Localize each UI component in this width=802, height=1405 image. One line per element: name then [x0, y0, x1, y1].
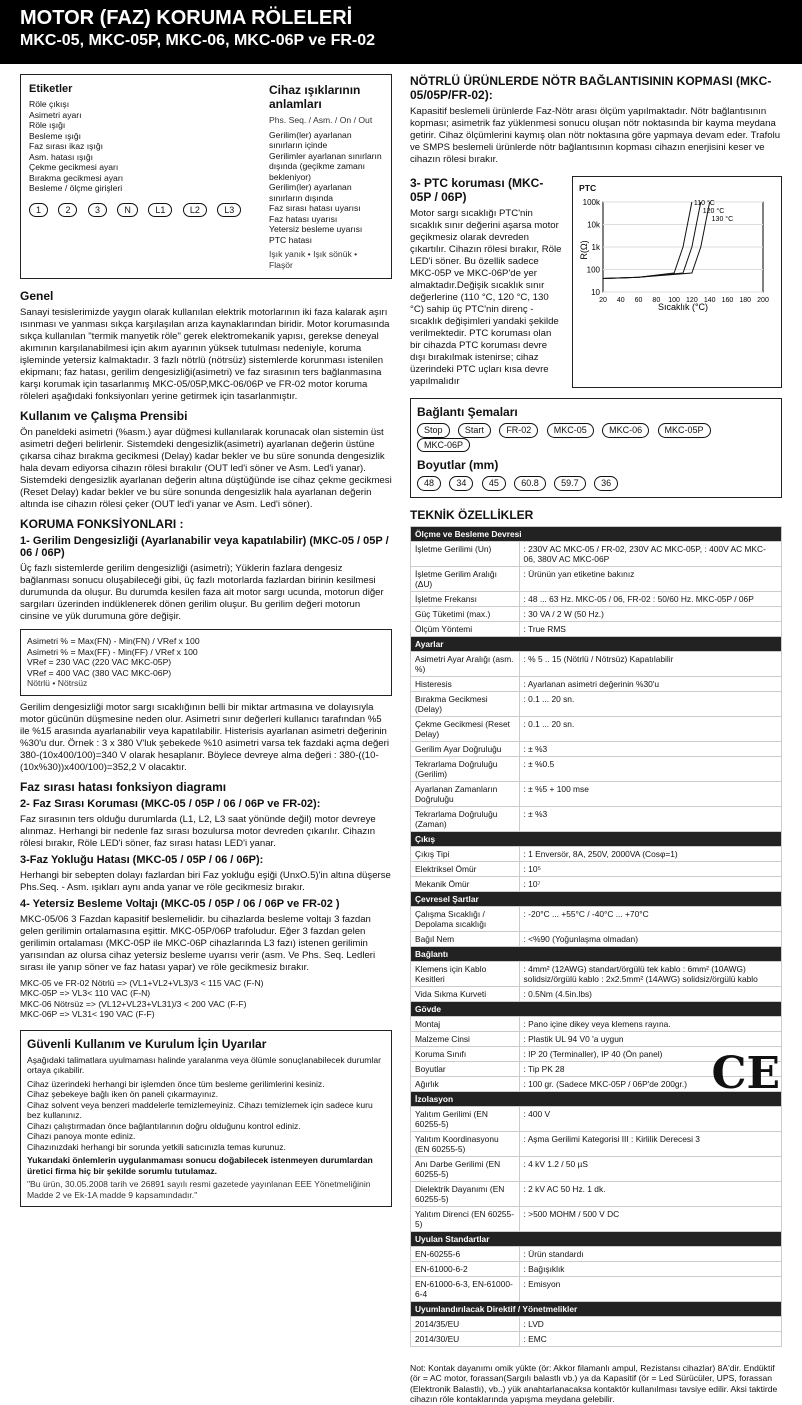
genel-title: Genel — [20, 289, 392, 303]
tech-key: Elektriksel Ömür — [411, 861, 520, 876]
tech-key: 2014/35/EU — [411, 1316, 520, 1331]
ptc-text: Motor sargı sıcaklığı PTC'nin sıcaklık sınır değerini aşarsa motor geçikmesiz olarak devreden çıkartılır. Cihazın rölesi bırakır, Röle LED'i söner. Bu özellik sadece MKC-05P ve MKC-06P'de yer almaktadır.Değişik sıcaklık sınır değerlerine (110 °C, 120 °C, 130 °C) sahip üç PTC'nin direnç - sıcaklık değişimleri yandaki şekilde verilmektedir. PTC koruması olan bir cihazda PTC koruması devre dışı bırakılmak istenirse; cihaz üzerindeki PTC uçları kısa devre yapılmalıdır — [410, 208, 562, 388]
tech-value: : 48 ... 63 Hz. MKC-05 / 06, FR-02 : 50/60 Hz. MKC-05P / 06P — [519, 591, 781, 606]
tech-key: EN-60255-6 — [411, 1246, 520, 1261]
wiring-label: MKC-05P — [658, 423, 711, 438]
formula-1: Asimetri % = Max(FN) - Min(FN) / VRef x 100 — [27, 636, 385, 647]
tech-row — [411, 1156, 782, 1181]
footer-text: "Bu ürün, 30.05.2008 tarih ve 26891 sayılı resmi gazetede yayınlanan EEE Yönetmeliğinin Madde 2 ve Ek-1A madde 9 kapsamındadır." — [27, 1179, 385, 1200]
content — [0, 64, 802, 1133]
tech-section-cell: Ölçme ve Besleme Devresi — [411, 526, 782, 541]
tech-row — [411, 566, 782, 591]
tech-value: : 400 V — [519, 1106, 781, 1131]
tech-section-row — [411, 1001, 782, 1016]
device-label: Röle ışığı — [29, 120, 259, 131]
dimension-value: 48 — [417, 476, 441, 491]
guvenli-item: Cihaz solvent veya benzeri maddelerle temizlemeyiniz. Cihazı temizlemek için sadece kuru bez kullanınız. — [27, 1100, 385, 1121]
tech-row — [411, 806, 782, 831]
tech-row — [411, 961, 782, 986]
tech-value: : Tip PK 28 — [519, 1061, 781, 1076]
tech-row — [411, 1261, 782, 1276]
tech-key: Güç Tüketimi (max.) — [411, 606, 520, 621]
vref-1: VRef = 230 VAC (220 VAC MKC-05P) — [27, 657, 385, 668]
tech-row — [411, 986, 782, 1001]
x-tick-label: 120 — [686, 297, 698, 304]
x-tick-label: 180 — [739, 297, 751, 304]
dimension-value: 34 — [449, 476, 473, 491]
indicator-rows — [269, 130, 383, 246]
tech-key: Dielektrik Dayanımı (EN 60255-5) — [411, 1181, 520, 1206]
tech-key: Çalışma Sıcaklığı / Depolama sıcaklığı — [411, 906, 520, 931]
guvenli-item: Cihaz üzerindeki herhangi bir işlemden önce tüm besleme gerilimlerini kesiniz. — [27, 1079, 385, 1090]
tech-key: Klemens için Kablo Kesitleri — [411, 961, 520, 986]
diagram-caption: Faz sırası hatası fonksiyon diagramı — [20, 780, 392, 794]
device-labels — [29, 99, 259, 194]
tech-key: Çıkış Tipi — [411, 846, 520, 861]
tech-key: Gerilim Ayar Doğruluğu — [411, 741, 520, 756]
x-tick-label: 200 — [757, 297, 769, 304]
ptc-block — [410, 176, 782, 388]
y-tick-label: 100k — [583, 198, 601, 207]
device-labels-title: Etiketler — [29, 83, 259, 95]
notr-block — [410, 74, 782, 166]
tech-key: Montaj — [411, 1016, 520, 1031]
x-tick-label: 20 — [599, 297, 607, 304]
device-label-list — [29, 83, 259, 270]
tech-value: : ± %0.5 — [519, 756, 781, 781]
ptc-y-label: R(Ω) — [579, 240, 589, 259]
k2-text: Faz sırasının ters olduğu durumlarda (L1, L2, L3 saat yönünde değil) motor devreye alınmaz. Herhangi bir nedenle faz sırası bozulursa motor devreden çıkarılır. Cihazın rölesi bırakır, Röle LED'i söner, faz sırası hatası LED'i yanar. — [20, 814, 392, 850]
tech-key: Yalıtım Gerilimi (EN 60255-5) — [411, 1106, 520, 1131]
tech-key: Yalıtım Koordinasyonu (EN 60255-5) — [411, 1131, 520, 1156]
indicator-col: Phs. Seq. — [269, 115, 306, 125]
left-text-block — [20, 289, 392, 1020]
left-column — [20, 74, 392, 1123]
tech-key: Koruma Sınıfı — [411, 1046, 520, 1061]
tech-key: Boyutlar — [411, 1061, 520, 1076]
terminal: 2 — [58, 203, 77, 217]
boyutlar-title: Boyutlar (mm) — [417, 458, 775, 472]
tech-value: : 1 Enversör, 8A, 250V, 2000VA (Cosφ=1) — [519, 846, 781, 861]
device-label: Asm. hatası ışığı — [29, 152, 259, 163]
baglanti-labels — [417, 423, 775, 452]
tech-value: : IP 20 (Terminaller), IP 40 (Ön panel) — [519, 1046, 781, 1061]
ptc-series-label: 130 °C — [712, 215, 733, 223]
terminal: L3 — [217, 203, 241, 217]
k1-title: 1- Gerilim Dengesizliği (Ayarlanabilir veya kapatılabilir) (MKC-05 / 05P / 06 / 06P) — [20, 535, 392, 559]
tech-specs-body — [411, 526, 782, 1346]
genel-text: Sanayi tesislerimizde yaygın olarak kullanılan elektrik motorlarının iki faza kalarak aşırı ısınması ve yanması sıkça karşılaşılan arıza kaynaklarından biridir. Motor korumasında sıkça kullanılan "termik manyetik röle" gerek elektromekanik yapısı, gerekse deneyal akımının karşılanabilmesi için akım ayarının yüksek tutulması nedeniyle, koruma işleminde yetersiz kalmaktadır. 3 fazlı nötrlü (nötrsüz) sistemlerde korunması istenilen ekipmanı; faz hatası, gerilim dengesizliği(asimetri) ve faz sırasının ters bağlanmasına karşı korumak için tasarlanmış MKC-05/05P,MKC-06/06P ve FR-02 motor koruma röleleri aşağıdaki fonksiyonları yerine getirmek için tasarlanmıştır. — [20, 307, 392, 403]
wiring-label: MKC-06P — [417, 438, 470, 453]
tech-value: : 0.5Nm (4.5in.lbs) — [519, 986, 781, 1001]
tech-value: : ± %3 — [519, 806, 781, 831]
tech-section-row — [411, 526, 782, 541]
tech-key: EN-61000-6-3, EN-61000-6-4 — [411, 1276, 520, 1301]
tech-value: : ± %5 + 100 mse — [519, 781, 781, 806]
y-tick-label: 1k — [592, 243, 601, 252]
tech-value: : % 5 .. 15 (Nötrlü / Nötrsüz) Kapatılabilir — [519, 651, 781, 676]
k2-title: 2- Faz Sırası Koruması (MKC-05 / 05P / 06 / 06P ve FR-02): — [20, 798, 392, 810]
tech-key: Vida Sıkma Kurveti — [411, 986, 520, 1001]
tech-key: Mekanik Ömür — [411, 876, 520, 891]
tech-value: : Ürün standardı — [519, 1246, 781, 1261]
wiring-label: FR-02 — [499, 423, 538, 438]
device-label: Besleme ışığı — [29, 131, 259, 142]
page-header — [0, 0, 802, 64]
tech-section-cell: Ayarlar — [411, 636, 782, 651]
k4-text: MKC-05/06 3 Fazdan kapasitif beslemelidir. bu cihazlarda besleme voltajı 3 fazdan gelen gerilimin ortalamasına eşittir. MKC-05P/06P trafoludur. Eğer 3 fazdan gelen gerilimin ortalaması (MKC-05P ile MKC-06P cihazlarında L3 fazı) istenen gerilimin yarısından az olursa cihaz yetersiz besleme uyarısı verir (asm. Ve Phs. Seq. Ledleri sırası ile yanıp söner ve faz hatası yapar) ve röle gecikmesiz bırakır. — [20, 914, 392, 974]
tech-value: : 100 gr. (Sadece MKC-05P / 06P'de 200gr.) — [519, 1076, 781, 1091]
ptc-x-label: Sıcaklık (°C) — [658, 302, 708, 312]
wiring-label: Stop — [417, 423, 450, 438]
k3-title: 3-Faz Yokluğu Hatası (MKC-05 / 05P / 06 / 06P): — [20, 854, 392, 866]
tech-section-row — [411, 831, 782, 846]
x-tick-label: 140 — [704, 297, 716, 304]
guvenli-item: Cihazı çalıştırmadan önce bağlantılarının doğru olduğunu kontrol ediniz. — [27, 1121, 385, 1132]
tech-row — [411, 1106, 782, 1131]
terminal: N — [117, 203, 138, 217]
formula-box — [20, 629, 392, 696]
tech-value: : EMC — [519, 1331, 781, 1346]
x-tick-label: 60 — [635, 297, 643, 304]
tech-key: EN-61000-6-2 — [411, 1261, 520, 1276]
device-label: Besleme / ölçme girişleri — [29, 183, 259, 194]
asimetri-text: Gerilim dengesizliği motor sargı sıcaklığının belli bir miktar artmasına ve dolayısıyla motor gücünün düşmesine neden olur. Asimetri sınır değerleri kullanıcı tarafından %5 ile %15 arasında ayarlanabilir veya kapatılabilir. Histerisis ayarlanan asimetri değerinin %30'u dur. Örnek : 3 x 380 V'luk şebekede %10 asimetri varsa tek fazdaki açma değeri 380-(10x400/100)=340 V olarak hesaplanır. Böylece devreye alma değeri : 380-((10-(10x%30))x400/100)=352,2 V olacaktır. — [20, 702, 392, 774]
tech-row — [411, 931, 782, 946]
x-tick-label: 80 — [652, 297, 660, 304]
tech-section-cell: Bağlantı — [411, 946, 782, 961]
tech-key: Çekme Gecikmesi (Reset Delay) — [411, 716, 520, 741]
indicator-columns: Phs. Seq. / Asm. / On / Out — [269, 115, 383, 126]
notrlu-label: Nötrlü — [27, 678, 50, 688]
ptc-series-label: 110 °C — [694, 199, 715, 207]
tech-row — [411, 1031, 782, 1046]
device-indicator-area — [20, 74, 392, 279]
terminal: L1 — [148, 203, 172, 217]
ptc-chart-title: PTC — [579, 183, 775, 194]
teknik-title: TEKNİK ÖZELLİKLER — [410, 508, 782, 522]
page-subtitle: MKC-05, MKC-05P, MKC-06, MKC-06P ve FR-02 — [20, 30, 782, 52]
wiring-block — [410, 398, 782, 498]
tech-row — [411, 1331, 782, 1346]
tech-key: Ayarlanan Zamanların Doğruluğu — [411, 781, 520, 806]
wiring-label: MKC-05 — [547, 423, 594, 438]
ptc-title: 3- PTC koruması (MKC-05P / 06P) — [410, 176, 562, 204]
tech-key: Histeresis — [411, 676, 520, 691]
tech-value: : 230V AC MKC-05 / FR-02, 230V AC MKC-05P, : 400V AC MKC-06, 380V AC MKC-06P — [519, 541, 781, 566]
tech-value: : 0.1 ... 20 sn. — [519, 716, 781, 741]
indicator-table-wrapper — [269, 83, 383, 270]
terminal: L2 — [183, 203, 207, 217]
tech-row — [411, 651, 782, 676]
tech-row — [411, 1316, 782, 1331]
tech-row — [411, 846, 782, 861]
tech-key: Tekrarlama Doğruluğu (Gerilim) — [411, 756, 520, 781]
tech-row — [411, 716, 782, 741]
tech-value: : 2 kV AC 50 Hz. 1 dk. — [519, 1181, 781, 1206]
tech-row — [411, 591, 782, 606]
voltaj-line: MKC-05P => VL3< 110 VAC (F-N) — [20, 988, 392, 999]
legend-item: Flaşör — [269, 260, 293, 270]
formula-2: Asimetri % = Max(FF) - Min(FF) / VRef x 100 — [27, 647, 385, 658]
tech-value: : >500 MOHM / 500 V DC — [519, 1206, 781, 1231]
tech-row — [411, 1276, 782, 1301]
tech-key: Ağırlık — [411, 1076, 520, 1091]
legend-item: Işık yanık — [269, 249, 305, 259]
tech-specs-table — [410, 526, 782, 1347]
device-label: Faz sırası ikaz ışığı — [29, 141, 259, 152]
boyutlar-values — [417, 476, 775, 491]
dimension-value: 60.8 — [514, 476, 546, 491]
guvenli-title: Güvenli Kullanım ve Kurulum İçin Uyarılar — [27, 1037, 385, 1051]
tech-value: : 4 kV 1.2 / 50 µS — [519, 1156, 781, 1181]
dimension-value: 36 — [594, 476, 618, 491]
tech-value: : Emisyon — [519, 1276, 781, 1301]
indicator-col: Out — [358, 115, 372, 125]
guvenli-item: Cihazınızdaki herhangi bir sorunda yetkili satıcınızla temas kurunuz. — [27, 1142, 385, 1153]
indicator-row: Yetersiz besleme uyarısı — [269, 224, 383, 235]
dimension-value: 59.7 — [554, 476, 586, 491]
tech-row — [411, 1246, 782, 1261]
tech-section-cell: Çıkış — [411, 831, 782, 846]
safety-box — [20, 1030, 392, 1208]
tech-row — [411, 606, 782, 621]
tech-section-cell: Uyulan Standartlar — [411, 1231, 782, 1246]
tech-value: : Plastik UL 94 V0 'a uygun — [519, 1031, 781, 1046]
tech-row — [411, 876, 782, 891]
notrsuz-label: Nötrsüz — [58, 678, 88, 688]
diagram-labels: Nötrlü • Nötrsüz — [27, 678, 385, 689]
tech-value: : Ayarlanan asimetri değerinin %30'u — [519, 676, 781, 691]
tech-value: : 0.1 ... 20 sn. — [519, 691, 781, 716]
tech-section-cell: Gövde — [411, 1001, 782, 1016]
tech-value: : LVD — [519, 1316, 781, 1331]
y-tick-label: 10 — [591, 288, 600, 297]
tech-value: : Bağışıklık — [519, 1261, 781, 1276]
tech-section-row — [411, 636, 782, 651]
voltaj-lines — [20, 978, 392, 1020]
device-label: Bırakma gecikmesi ayarı — [29, 173, 259, 184]
tech-key: İşletme Gerilim Aralığı (ΔU) — [411, 566, 520, 591]
tech-key: İşletme Gerilimi (Un) — [411, 541, 520, 566]
tech-value: : 10⁷ — [519, 876, 781, 891]
koruma-title: KORUMA FONKSİYONLARI : — [20, 517, 392, 531]
page-title: MOTOR (FAZ) KORUMA RÖLELERİ — [20, 6, 782, 30]
note: Not: Kontak dayanımı omik yükte (ör: Akkor filamanlı ampul, Rezistansı cihazlar) 8A'dir. Endüktif (ör = AC motor, forassan(Sargılı balastlı vb.) ya da Kapasitif (ör = Led Sürücüler, UPS, forassan (Elektronik Balastlı), vb..) yük anahtarlanacaksa kontaktör kullanılması tavsiye edilir. Aksi taktirde cihazın röle kontaklarında yapışma meydana gelebilir. — [410, 1363, 782, 1405]
k3-text: Herhangi bir sebepten dolayı fazlardan biri Faz yokluğu eşiği (UnxO.5)'in altına düşerse Phs.Seq. - Asm. ışıkları aynı anda yanar ve röle gecikmesiz bırakır. — [20, 870, 392, 894]
device-label: Asimetri ayarı — [29, 110, 259, 121]
tech-row — [411, 541, 782, 566]
warning-text: Yukarıdaki önlemlerin uygulanmaması sonucu doğabilecek istenmeyen durumlardan üretici firma hiç bir şekilde sorumlu tutulamaz. — [27, 1155, 385, 1176]
guvenli-items — [27, 1079, 385, 1153]
wiring-label: MKC-06 — [602, 423, 649, 438]
ptc-chart — [579, 194, 775, 314]
tech-section-row — [411, 1301, 782, 1316]
tech-section-row — [411, 946, 782, 961]
tech-row — [411, 1206, 782, 1231]
tech-row — [411, 691, 782, 716]
indicator-row: PTC hatası — [269, 235, 383, 246]
y-tick-label: 100 — [587, 265, 601, 274]
x-tick-label: 160 — [722, 297, 734, 304]
tech-row — [411, 906, 782, 931]
indicator-row: Gerilim(ler) ayarlanan sınırların dışında — [269, 182, 383, 203]
dimension-value: 45 — [482, 476, 506, 491]
device-label: Röle çıkışı — [29, 99, 259, 110]
tech-value: : True RMS — [519, 621, 781, 636]
indicator-col: Asm. — [313, 115, 333, 125]
terminal: 1 — [29, 203, 48, 217]
tech-key: Asimetri Ayar Aralığı (asm. %) — [411, 651, 520, 676]
indicator-col: On — [340, 115, 351, 125]
ptc-series-label: 120 °C — [703, 207, 724, 215]
tech-row — [411, 781, 782, 806]
voltaj-line: MKC-06 Nötrsüz => (VL12+VL23+VL31)/3 < 200 VAC (F-F) — [20, 999, 392, 1010]
tech-value: : Aşma Gerilimi Kategorisi III : Kirlilik Derecesi 3 — [519, 1131, 781, 1156]
k1-text: Üç fazlı sistemlerde gerilim dengesizliği (asimetri); Yüklerin fazlara dengesiz bağlanması sonucu oluşabileceği gibi, üç fazlı motorlarda fazlardan birinin kesilmesi durumunda da oluşur. Bu durumda kesilen faza ait motor sargı ucunda, motorun diğer sargıları üzerinden indüklenerek dönen gerilim oluşur. Bu gerilim değeri motorun cinsine ve yük durumuna göre değişir. — [20, 563, 392, 623]
device-label: Çekme gecikmesi ayarı — [29, 162, 259, 173]
tech-key: Bırakma Gecikmesi (Delay) — [411, 691, 520, 716]
tech-key: Yalıtım Direnci (EN 60255-5) — [411, 1206, 520, 1231]
ce-mark: CE — [711, 1048, 780, 1099]
legend-item: Işık sönük — [313, 249, 352, 259]
tech-section-cell: İzolasyon — [411, 1091, 782, 1106]
tech-value: : Ürünün yan etiketine bakınız — [519, 566, 781, 591]
tech-value: : Pano içine dikey veya klemens rayına. — [519, 1016, 781, 1031]
notr-title: NÖTRLÜ ÜRÜNLERDE NÖTR BAĞLANTISININ KOPMASI (MKC-05/05P/FR-02): — [410, 74, 782, 102]
y-tick-label: 10k — [587, 220, 601, 229]
baglanti-title: Bağlantı Şemaları — [417, 405, 775, 419]
indicator-row: Gerilim(ler) ayarlanan sınırların içinde — [269, 130, 383, 151]
tech-row — [411, 1016, 782, 1031]
tech-specs-block — [410, 508, 782, 1347]
tech-row — [411, 676, 782, 691]
terminal-row — [29, 200, 259, 218]
indicator-row: Faz sırası hatası uyarısı — [269, 203, 383, 214]
tech-row — [411, 1131, 782, 1156]
x-tick-label: 40 — [617, 297, 625, 304]
terminal: 3 — [88, 203, 107, 217]
tech-value: : ± %3 — [519, 741, 781, 756]
wiring-label: Start — [458, 423, 491, 438]
tech-key: Ölçüm Yöntemi — [411, 621, 520, 636]
ptc-chart-box — [572, 176, 782, 388]
tech-row — [411, 741, 782, 756]
tech-key: Malzeme Cinsi — [411, 1031, 520, 1046]
tech-row — [411, 756, 782, 781]
guvenli-intro: Aşağıdaki talimatlara uyulmaması halinde yaralanma veya ölümle sonuçlanabilecek durumlar ortaya çıkabilir. — [27, 1055, 385, 1076]
ptc-text-block — [410, 176, 562, 388]
tech-value: : 4mm² (12AWG) standart/örgülü tek kablo : 6mm² (10AWG) solidsiz/örgülü kablo : 2x2.5mm² (14AWG) solidsiz/örgülü kablo — [519, 961, 781, 986]
kullanim-title: Kullanım ve Çalışma Prensibi — [20, 409, 392, 423]
tech-section-cell: Çevresel Şartlar — [411, 891, 782, 906]
right-column — [410, 74, 782, 1123]
tech-value: : -20°C ... +55°C / -40°C ... +70°C — [519, 906, 781, 931]
vref-2: VRef = 400 VAC (380 VAC MKC-06P) — [27, 668, 385, 679]
k4-title: 4- Yetersiz Besleme Voltajı (MKC-05 / 05P / 06 / 06P ve FR-02 ) — [20, 898, 392, 910]
tech-section-cell: Uyumlandırılacak Direktif / Yönetmelikler — [411, 1301, 782, 1316]
tech-key: 2014/30/EU — [411, 1331, 520, 1346]
indicator-row: Gerilimler ayarlanan sınırların dışında (geçikme zamanı bekleniyor) — [269, 151, 383, 183]
tech-value: : 10⁵ — [519, 861, 781, 876]
tech-key: Anı Darbe Gerilimi (EN 60255-5) — [411, 1156, 520, 1181]
tech-section-row — [411, 1231, 782, 1246]
indicator-row: Faz hatası uyarısı — [269, 214, 383, 225]
tech-value: : 30 VA / 2 W (50 Hz.) — [519, 606, 781, 621]
tech-value: : <%90 (Yoğunlaşma olmadan) — [519, 931, 781, 946]
x-tick-label: 100 — [668, 297, 680, 304]
tech-key: İşletme Frekansı — [411, 591, 520, 606]
indicator-table-title: Cihaz ışıklarının anlamları — [269, 83, 383, 111]
tech-key: Bağıl Nem — [411, 931, 520, 946]
tech-row — [411, 861, 782, 876]
kullanim-text: Ön paneldeki asimetri (%asm.) ayar düğmesi kullanılarak korunacak olan sistemin üst asimetri değeri belirlenir. Sistemdeki dengesizlik(asimetri) ayarlanan değerin üstüne çıkarsa cihaz bırakma gecikmesi (Delay) kadar bekler ve bu süre sonunda dengesizlik hala devam ediyorsa cihazın rölesi bırakılır (OUT led'i söner ve Asm. Led'i yanar). Sistemdeki dengesizlik ayarlanan değerin altına düştüğünde ise cihaz çekme gecikmesi (Reset Delay) kadar bekler ve bu süre sonunda dengesizlik hala ayarlanan değerin altında ise cihazın rölesi çeker (OUT led'i yanar ve Asm. Led'i söner). — [20, 427, 392, 511]
tech-section-row — [411, 891, 782, 906]
guvenli-item: Cihaz şebekeye bağlı iken ön paneli çıkarmayınız. — [27, 1089, 385, 1100]
voltaj-line: MKC-05 ve FR-02 Nötrlü => (VL1+VL2+VL3)/3 < 115 VAC (F-N) — [20, 978, 392, 989]
notr-text: Kapasitif beslemeli ürünlerde Faz-Nötr arası ölçüm yapılmaktadır. Nötr bağlantısının kopması; asimetrik faz yüklenmesi sonucu oluşan nötr noktasında bir kayma meydana getirir. Cihaz ölçümlerini kaymış olan nötr noktasına göre yapmaya devam eder. Trafolu ve SMPS beslemeli ürünlerde nötr bağlantısının kopması cihazın enerjisini keser ve cihazın rölesi bırakır. — [410, 106, 782, 166]
voltaj-line: MKC-06P => VL31< 190 VAC (F-F) — [20, 1009, 392, 1020]
indicator-legend: Işık yanık • Işık sönük • Flaşör — [269, 249, 383, 270]
tech-key: Tekrarlama Doğruluğu (Zaman) — [411, 806, 520, 831]
guvenli-item: Cihazı panoya monte ediniz. — [27, 1131, 385, 1142]
tech-row — [411, 1181, 782, 1206]
tech-row — [411, 621, 782, 636]
